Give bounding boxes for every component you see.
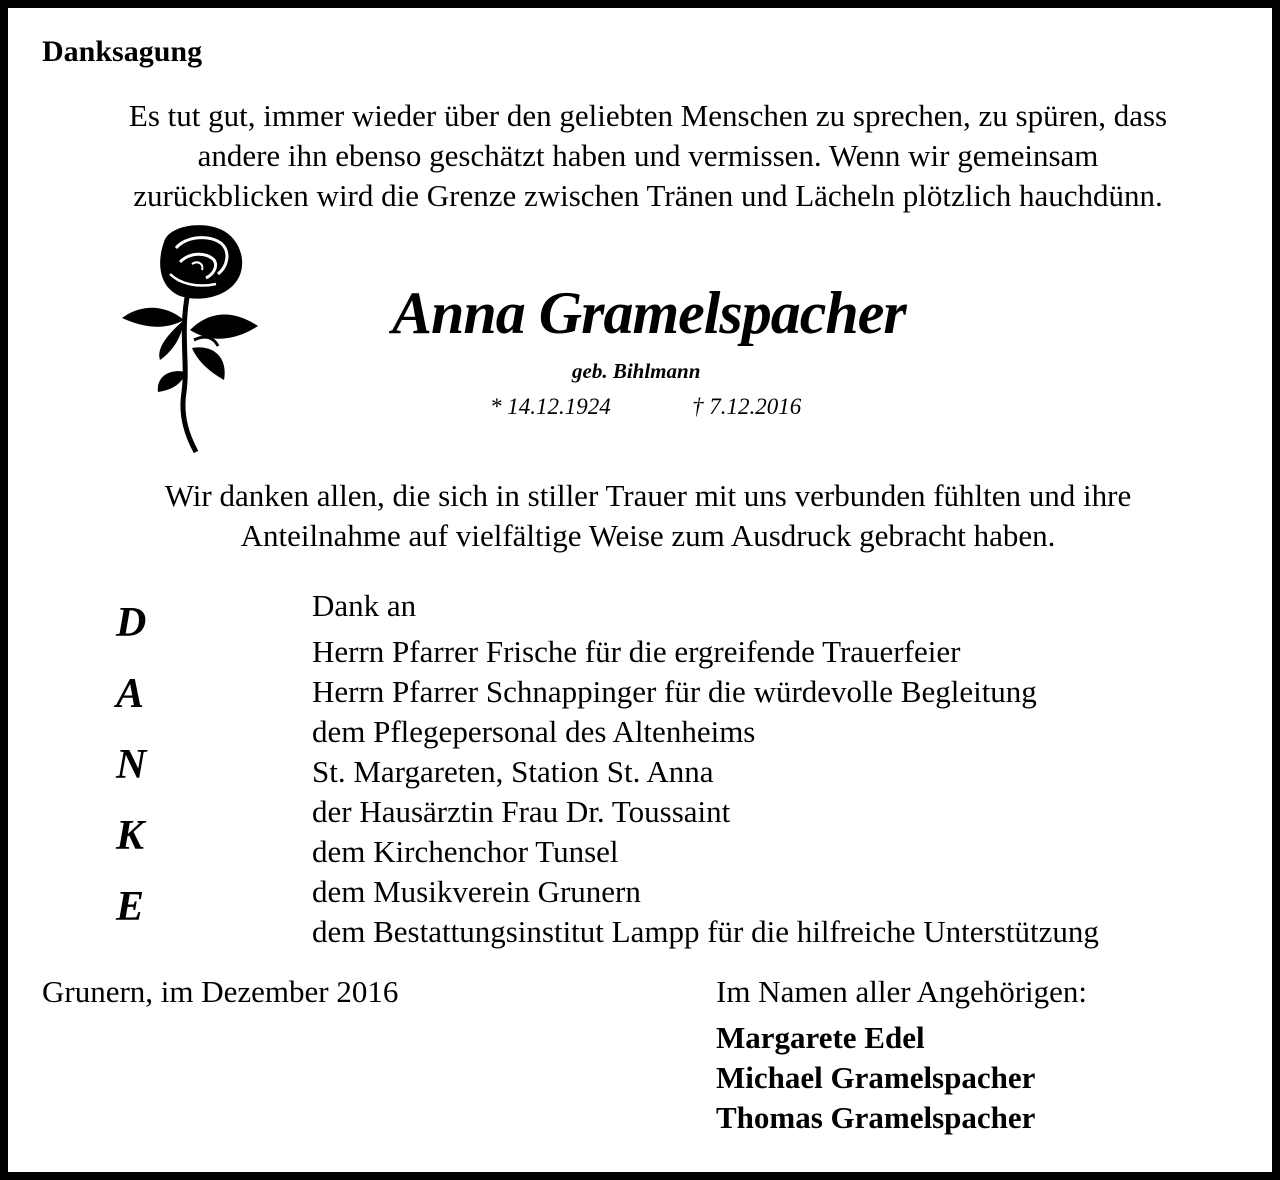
intro-line: zurückblicken wird die Grenze zwischen Tränen und Lächeln plötzlich hauchdünn. bbox=[133, 178, 1163, 213]
danke-letter: E bbox=[116, 884, 145, 930]
notice-heading: Danksagung bbox=[42, 35, 203, 68]
list-item: der Hausärztin Frau Dr. Toussaint bbox=[312, 794, 731, 829]
thanks-text bbox=[38, 476, 1258, 556]
danke-acrostic bbox=[116, 598, 186, 953]
list-item: dem Kirchenchor Tunsel bbox=[312, 834, 619, 869]
signers bbox=[716, 1018, 1035, 1138]
rose-icon bbox=[118, 222, 263, 454]
intro-line: andere ihn ebenso geschätzt haben und vermissen. Wenn wir gemeinsam bbox=[197, 138, 1099, 173]
danke-letter: N bbox=[116, 742, 147, 788]
deceased-name: Anna Gramelspacher bbox=[392, 280, 906, 346]
thanks-line: Wir danken allen, die sich in stiller Trauer mit uns verbunden fühlten und ihre bbox=[164, 478, 1132, 513]
thanks-line: Anteilnahme auf vielfältige Weise zum Ausdruck gebracht haben. bbox=[240, 518, 1056, 553]
birth-date: * 14.12.1924 bbox=[490, 394, 611, 419]
danke-letter: A bbox=[116, 671, 145, 717]
list-item: St. Margareten, Station St. Anna bbox=[312, 754, 714, 789]
maiden-name: geb. Bihlmann bbox=[572, 359, 701, 383]
dank-list bbox=[312, 632, 1099, 952]
list-item: Herrn Pfarrer Frische für die ergreifende Trauerfeier bbox=[312, 634, 961, 669]
intro-text bbox=[38, 96, 1258, 216]
signer-name: Michael Gramelspacher bbox=[716, 1060, 1036, 1095]
intro-line: Es tut gut, immer wieder über den geliebten Menschen zu sprechen, zu spüren, dass bbox=[128, 98, 1168, 133]
dank-an-label: Dank an bbox=[312, 588, 417, 623]
danke-letter: K bbox=[116, 813, 145, 859]
danke-letter: D bbox=[116, 600, 147, 646]
list-item: dem Bestattungsinstitut Lampp für die hilfreiche Unterstützung bbox=[312, 914, 1099, 949]
list-item: dem Musikverein Grunern bbox=[312, 874, 641, 909]
signer-name: Thomas Gramelspacher bbox=[716, 1100, 1036, 1135]
death-date: † 7.12.2016 bbox=[692, 394, 802, 419]
signer-name: Margarete Edel bbox=[716, 1020, 925, 1055]
list-item: dem Pflegepersonal des Altenheims bbox=[312, 714, 756, 749]
on-behalf-label: Im Namen aller Angehörigen: bbox=[716, 974, 1088, 1009]
list-item: Herrn Pfarrer Schnappinger für die würdevolle Begleitung bbox=[312, 674, 1037, 709]
place-date: Grunern, im Dezember 2016 bbox=[42, 974, 399, 1009]
